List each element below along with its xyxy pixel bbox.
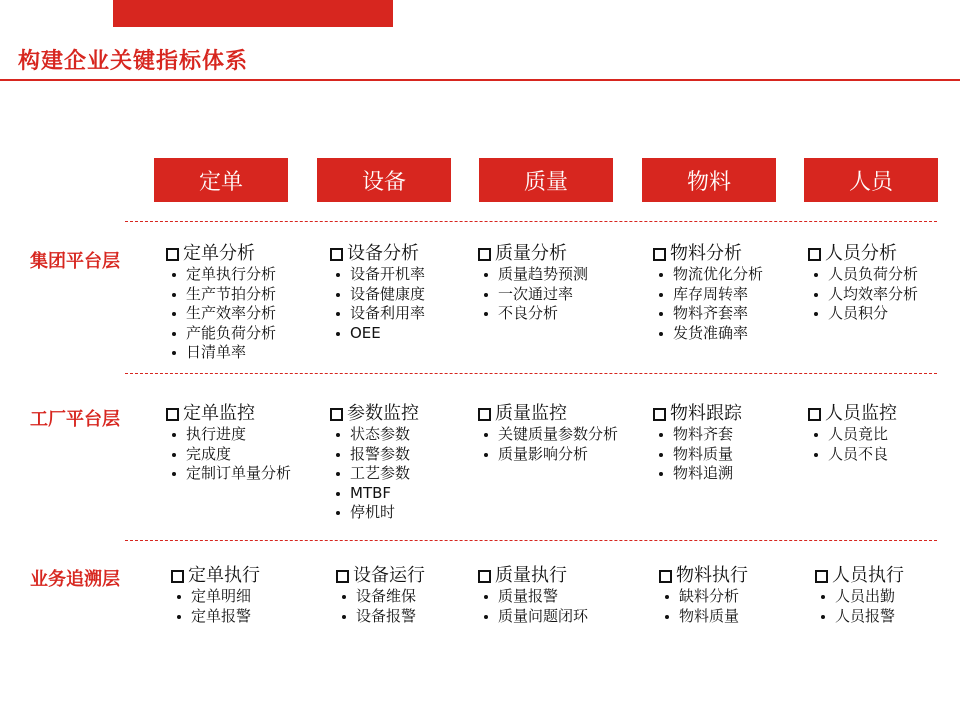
indicator-heading: 人员执行 — [832, 565, 904, 586]
indicator-block — [659, 565, 748, 626]
indicator-heading: 定单监控 — [183, 403, 255, 424]
indicator-block — [330, 403, 419, 523]
indicator-block — [478, 565, 588, 626]
indicator-item: 质量问题闭环 — [478, 607, 588, 627]
indicator-heading: 质量执行 — [495, 565, 567, 586]
indicator-block — [478, 403, 618, 464]
indicator-item: 人员竟比 — [808, 425, 897, 445]
indicator-item: 生产效率分析 — [166, 304, 276, 324]
checkbox-square-icon — [653, 248, 666, 261]
checkbox-square-icon — [330, 408, 343, 421]
indicator-item: 物流优化分析 — [653, 265, 763, 285]
separator-line — [125, 373, 937, 374]
category-order: 定单 — [154, 158, 288, 202]
indicator-item: 质量报警 — [478, 587, 588, 607]
indicator-item: MTBF — [330, 484, 419, 504]
checkbox-square-icon — [336, 570, 349, 583]
indicator-heading: 物料分析 — [670, 243, 742, 264]
indicator-heading: 人员监控 — [825, 403, 897, 424]
top-accent-bar — [113, 0, 393, 27]
indicator-item: 物料质量 — [659, 607, 748, 627]
checkbox-square-icon — [808, 248, 821, 261]
indicator-item: 停机时 — [330, 503, 419, 523]
indicator-block — [330, 243, 425, 343]
indicator-item: 报警参数 — [330, 445, 419, 465]
indicator-item: 物料追溯 — [653, 464, 742, 484]
indicator-item: 物料齐套率 — [653, 304, 763, 324]
category-quality: 质量 — [479, 158, 613, 202]
indicator-item: 质量影响分析 — [478, 445, 618, 465]
indicator-item: 产能负荷分析 — [166, 324, 276, 344]
checkbox-square-icon — [808, 408, 821, 421]
checkbox-square-icon — [166, 408, 179, 421]
indicator-item: 物料质量 — [653, 445, 742, 465]
indicator-heading: 定单执行 — [188, 565, 260, 586]
checkbox-square-icon — [653, 408, 666, 421]
indicator-item: 状态参数 — [330, 425, 419, 445]
indicator-item: 设备开机率 — [330, 265, 425, 285]
indicator-item: 设备利用率 — [330, 304, 425, 324]
checkbox-square-icon — [815, 570, 828, 583]
indicator-heading: 参数监控 — [347, 403, 419, 424]
indicator-item: 工艺参数 — [330, 464, 419, 484]
indicator-block — [808, 403, 897, 464]
indicator-item: 库存周转率 — [653, 285, 763, 305]
indicator-item: 设备维保 — [336, 587, 425, 607]
title-divider — [0, 79, 960, 81]
category-equipment: 设备 — [317, 158, 451, 202]
indicator-item: 物料齐套 — [653, 425, 742, 445]
indicator-item: 人员积分 — [808, 304, 918, 324]
indicator-item: 定单报警 — [171, 607, 260, 627]
layer-label-factory: 工厂平台层 — [30, 409, 120, 430]
indicator-item: 定单执行分析 — [166, 265, 276, 285]
indicator-item: 一次通过率 — [478, 285, 588, 305]
indicator-block — [336, 565, 425, 626]
indicator-item: 缺料分析 — [659, 587, 748, 607]
indicator-heading: 设备分析 — [347, 243, 419, 264]
separator-line — [125, 221, 937, 222]
checkbox-square-icon — [330, 248, 343, 261]
indicator-item: 质量趋势预测 — [478, 265, 588, 285]
page-title: 构建企业关键指标体系 — [18, 49, 249, 74]
indicator-block — [166, 243, 276, 363]
category-personnel: 人员 — [804, 158, 938, 202]
indicator-block — [653, 403, 742, 484]
indicator-item: 不良分析 — [478, 304, 588, 324]
indicator-block — [171, 565, 260, 626]
indicator-heading: 质量分析 — [495, 243, 567, 264]
indicator-item: 日清单率 — [166, 343, 276, 363]
indicator-item: 生产节拍分析 — [166, 285, 276, 305]
checkbox-square-icon — [166, 248, 179, 261]
indicator-item: 定单明细 — [171, 587, 260, 607]
indicator-item: OEE — [330, 324, 425, 344]
indicator-item: 完成度 — [166, 445, 291, 465]
checkbox-square-icon — [171, 570, 184, 583]
indicator-block — [815, 565, 904, 626]
indicator-heading: 物料执行 — [676, 565, 748, 586]
indicator-block — [478, 243, 588, 324]
indicator-item: 设备健康度 — [330, 285, 425, 305]
indicator-block — [653, 243, 763, 343]
indicator-item: 执行进度 — [166, 425, 291, 445]
indicator-heading: 设备运行 — [353, 565, 425, 586]
checkbox-square-icon — [659, 570, 672, 583]
indicator-item: 人员报警 — [815, 607, 904, 627]
layer-label-trace: 业务追溯层 — [30, 569, 120, 590]
checkbox-square-icon — [478, 408, 491, 421]
indicator-heading: 质量监控 — [495, 403, 567, 424]
indicator-item: 关键质量参数分析 — [478, 425, 618, 445]
indicator-item: 定制订单量分析 — [166, 464, 291, 484]
indicator-item: 人均效率分析 — [808, 285, 918, 305]
checkbox-square-icon — [478, 248, 491, 261]
indicator-item: 人员负荷分析 — [808, 265, 918, 285]
indicator-item: 人员不良 — [808, 445, 897, 465]
indicator-item: 设备报警 — [336, 607, 425, 627]
checkbox-square-icon — [478, 570, 491, 583]
separator-line — [125, 540, 937, 541]
layer-label-group: 集团平台层 — [30, 251, 120, 272]
indicator-heading: 定单分析 — [183, 243, 255, 264]
indicator-item: 发货准确率 — [653, 324, 763, 344]
indicator-heading: 物料跟踪 — [670, 403, 742, 424]
indicator-item: 人员出勤 — [815, 587, 904, 607]
category-material: 物料 — [642, 158, 776, 202]
indicator-block — [166, 403, 291, 484]
indicator-block — [808, 243, 918, 324]
indicator-heading: 人员分析 — [825, 243, 897, 264]
